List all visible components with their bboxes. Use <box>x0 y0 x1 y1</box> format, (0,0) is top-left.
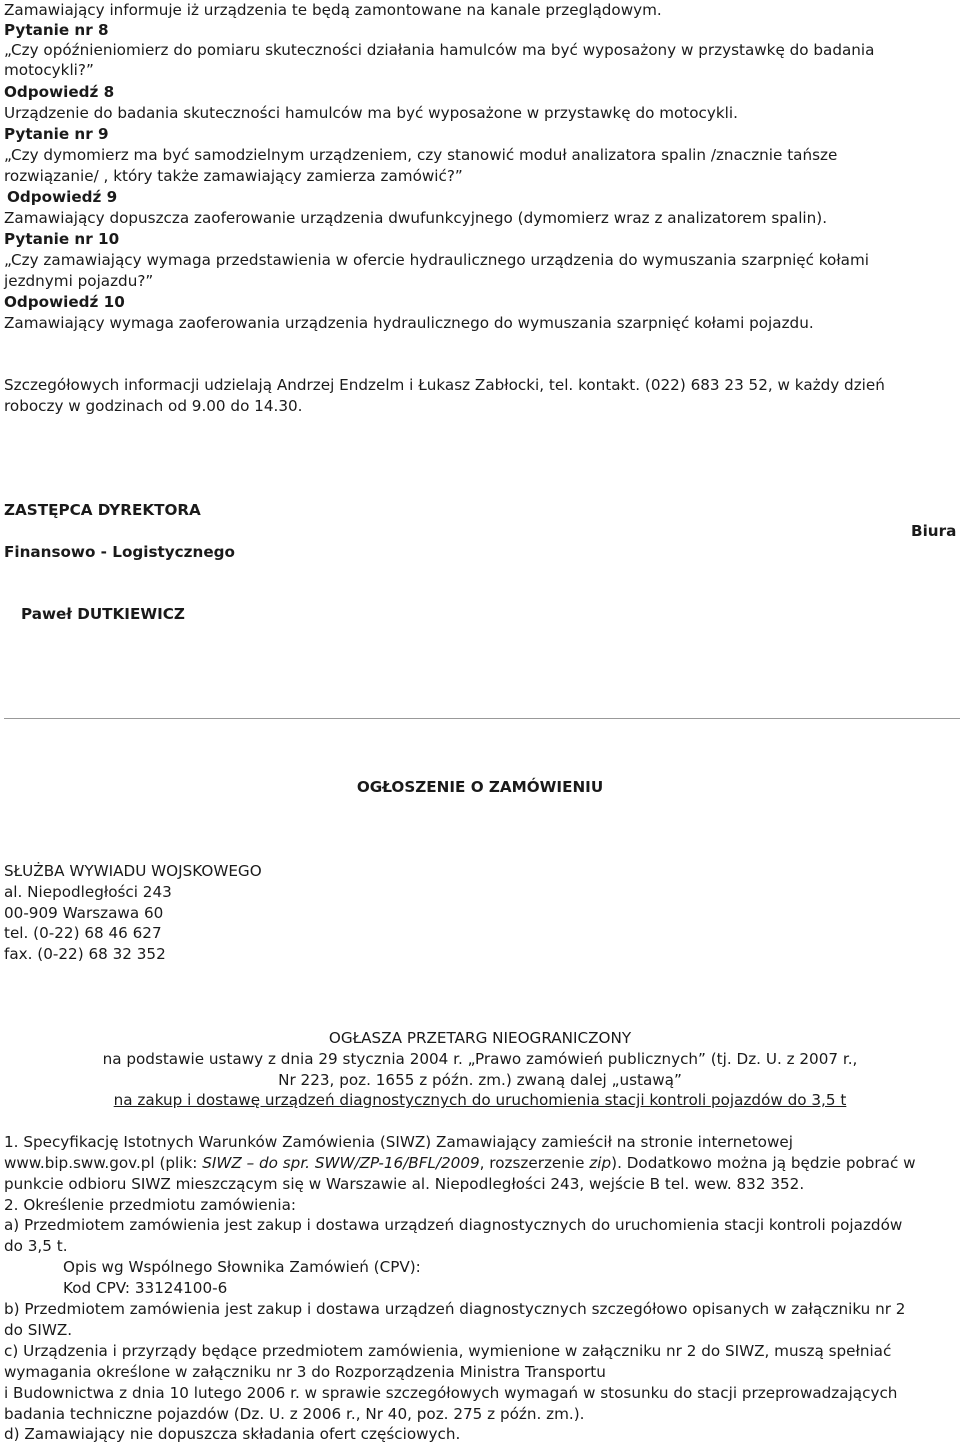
item-c-line4: badania techniczne pojazdów (Dz. U. z 2006 r., Nr 40, poz. 275 z późn. zm.). <box>4 1405 585 1423</box>
answer-8-text: Urządzenie do badania skuteczności hamulców ma być wyposażone w przystawkę do motocykli. <box>4 104 738 122</box>
question-10-label: Pytanie nr 10 <box>4 230 120 248</box>
announce-line1: OGŁASZA PRZETARG NIEOGRANICZONY <box>328 1029 632 1047</box>
item-d-line1: d) Zamawiający nie dopuszcza składania ofert częściowych. <box>4 1425 461 1443</box>
siwz-pickup: ). Dodatkowo można ją będzie pobrać w <box>611 1154 916 1172</box>
question-9-label: Pytanie nr 9 <box>4 125 109 143</box>
org-fax: fax. (0-22) 68 32 352 <box>4 945 166 963</box>
contact-line2: roboczy w godzinach od 9.00 do 14.30. <box>4 397 303 415</box>
item-a-line2: do 3,5 t. <box>4 1237 68 1255</box>
question-10-text-line1: „Czy zamawiający wymaga przedstawienia w ofercie hydraulicznego urządzenia do wymuszania szarpnięć kołami <box>4 251 869 269</box>
item-a-line1: a) Przedmiotem zamówienia jest zakup i dostawa urządzeń diagnostycznych do uruchomienia stacji kontroli pojazdów <box>4 1216 903 1234</box>
signature-name: Paweł DUTKIEWICZ <box>21 605 185 623</box>
signature-title: ZASTĘPCA DYREKTORA <box>4 501 201 519</box>
answer-10-text: Zamawiający wymaga zaoferowania urządzenia hydraulicznego do wymuszania szarpnięć kołami pojazdu. <box>4 314 814 332</box>
org-tel: tel. (0-22) 68 46 627 <box>4 924 162 942</box>
org-street: al. Niepodległości 243 <box>4 883 172 901</box>
question-8-label: Pytanie nr 8 <box>4 21 109 39</box>
item-c-line1: c) Urządzenia i przyrządy będące przedmiotem zamówienia, wymienione w załączniku nr 2 do SIWZ, muszą spełniać <box>4 1342 892 1360</box>
item-1-line1: 1. Specyfikację Istotnych Warunków Zamówienia (SIWZ) Zamawiający zamieścił na stronie internetowej <box>4 1133 793 1151</box>
section-divider <box>4 718 960 719</box>
announce-subject: na zakup i dostawę urządzeń diagnostycznych do uruchomienia stacji kontroli pojazdów do 3,5 t <box>113 1091 847 1109</box>
answer-9-text: Zamawiający dopuszcza zaoferowanie urządzenia dwufunkcyjnego (dymomierz wraz z analizatorem spalin). <box>4 209 828 227</box>
item-b-line1: b) Przedmiotem zamówienia jest zakup i dostawa urządzeń diagnostycznych szczegółowo opisanych w załączniku nr 2 <box>4 1300 906 1318</box>
org-city: 00-909 Warszawa 60 <box>4 904 164 922</box>
question-8-text-line1: „Czy opóźnieniomierz do pomiaru skuteczności działania hamulców ma być wyposażony w przystawkę do badania <box>4 41 875 59</box>
question-9-text-line1: „Czy dymomierz ma być samodzielnym urządzeniem, czy stanowić moduł analizatora spalin /znacznie tańsze <box>4 146 838 164</box>
answer-8-label: Odpowiedź 8 <box>4 83 115 101</box>
question-9-text-line2: rozwiązanie/ , który także zamawiający zamierza zamówić?” <box>4 167 463 185</box>
cpv-line2: Kod CPV: 33124100-6 <box>63 1279 228 1297</box>
siwz-file: SIWZ – do spr. SWW/ZP-16/BFL/2009 <box>202 1154 480 1172</box>
item-c-line2: wymagania określone w załączniku nr 3 do Rozporządzenia Ministra Transportu <box>4 1363 606 1381</box>
contact-line1: Szczegółowych informacji udzielają Andrzej Endzelm i Łukasz Zabłocki, tel. kontakt. (022) 683 23 52, w każdy dzień <box>4 376 885 394</box>
item-1-line2 <box>4 1153 916 1173</box>
announce-line3: Nr 223, poz. 1655 z późn. zm.) zwaną dalej „ustawą” <box>278 1071 682 1089</box>
siwz-ext-label: , rozszerzenie <box>479 1154 590 1172</box>
item-2-line1: 2. Określenie przedmiotu zamówienia: <box>4 1196 296 1214</box>
org-name: SŁUŻBA WYWIADU WOJSKOWEGO <box>4 862 262 880</box>
siwz-url: www.bip.sww.gov.pl (plik: <box>4 1154 203 1172</box>
signature-biura: Biura <box>911 522 957 540</box>
cpv-line1: Opis wg Wspólnego Słownika Zamówień (CPV): <box>63 1258 421 1276</box>
item-1-line3: punkcie odbioru SIWZ mieszczącym się w Warszawie al. Niepodległości 243, wejście B tel. wew. 832 352. <box>4 1175 805 1193</box>
item-b-line2: do SIWZ. <box>4 1321 73 1339</box>
question-8-text-line2: motocykli?” <box>4 61 94 79</box>
siwz-ext: zip <box>589 1154 612 1172</box>
notice-heading: OGŁOSZENIE O ZAMÓWIENIU <box>356 778 604 796</box>
question-10-text-line2: jezdnymi pojazdu?” <box>4 272 154 290</box>
item-c-line3: i Budownictwa z dnia 10 lutego 2006 r. w sprawie szczegółowych wymagań w stosunku do stacji przeprowadzających <box>4 1384 898 1402</box>
answer-9-label: Odpowiedź 9 <box>7 188 118 206</box>
announce-line2: na podstawie ustawy z dnia 29 stycznia 2004 r. „Prawo zamówień publicznych” (tj. Dz. U. z 2007 r., <box>102 1050 858 1068</box>
signature-department: Finansowo - Logistycznego <box>4 543 235 561</box>
answer-10-label: Odpowiedź 10 <box>4 293 125 311</box>
intro-text: Zamawiający informuje iż urządzenia te będą zamontowane na kanale przeglądowym. <box>4 1 662 19</box>
